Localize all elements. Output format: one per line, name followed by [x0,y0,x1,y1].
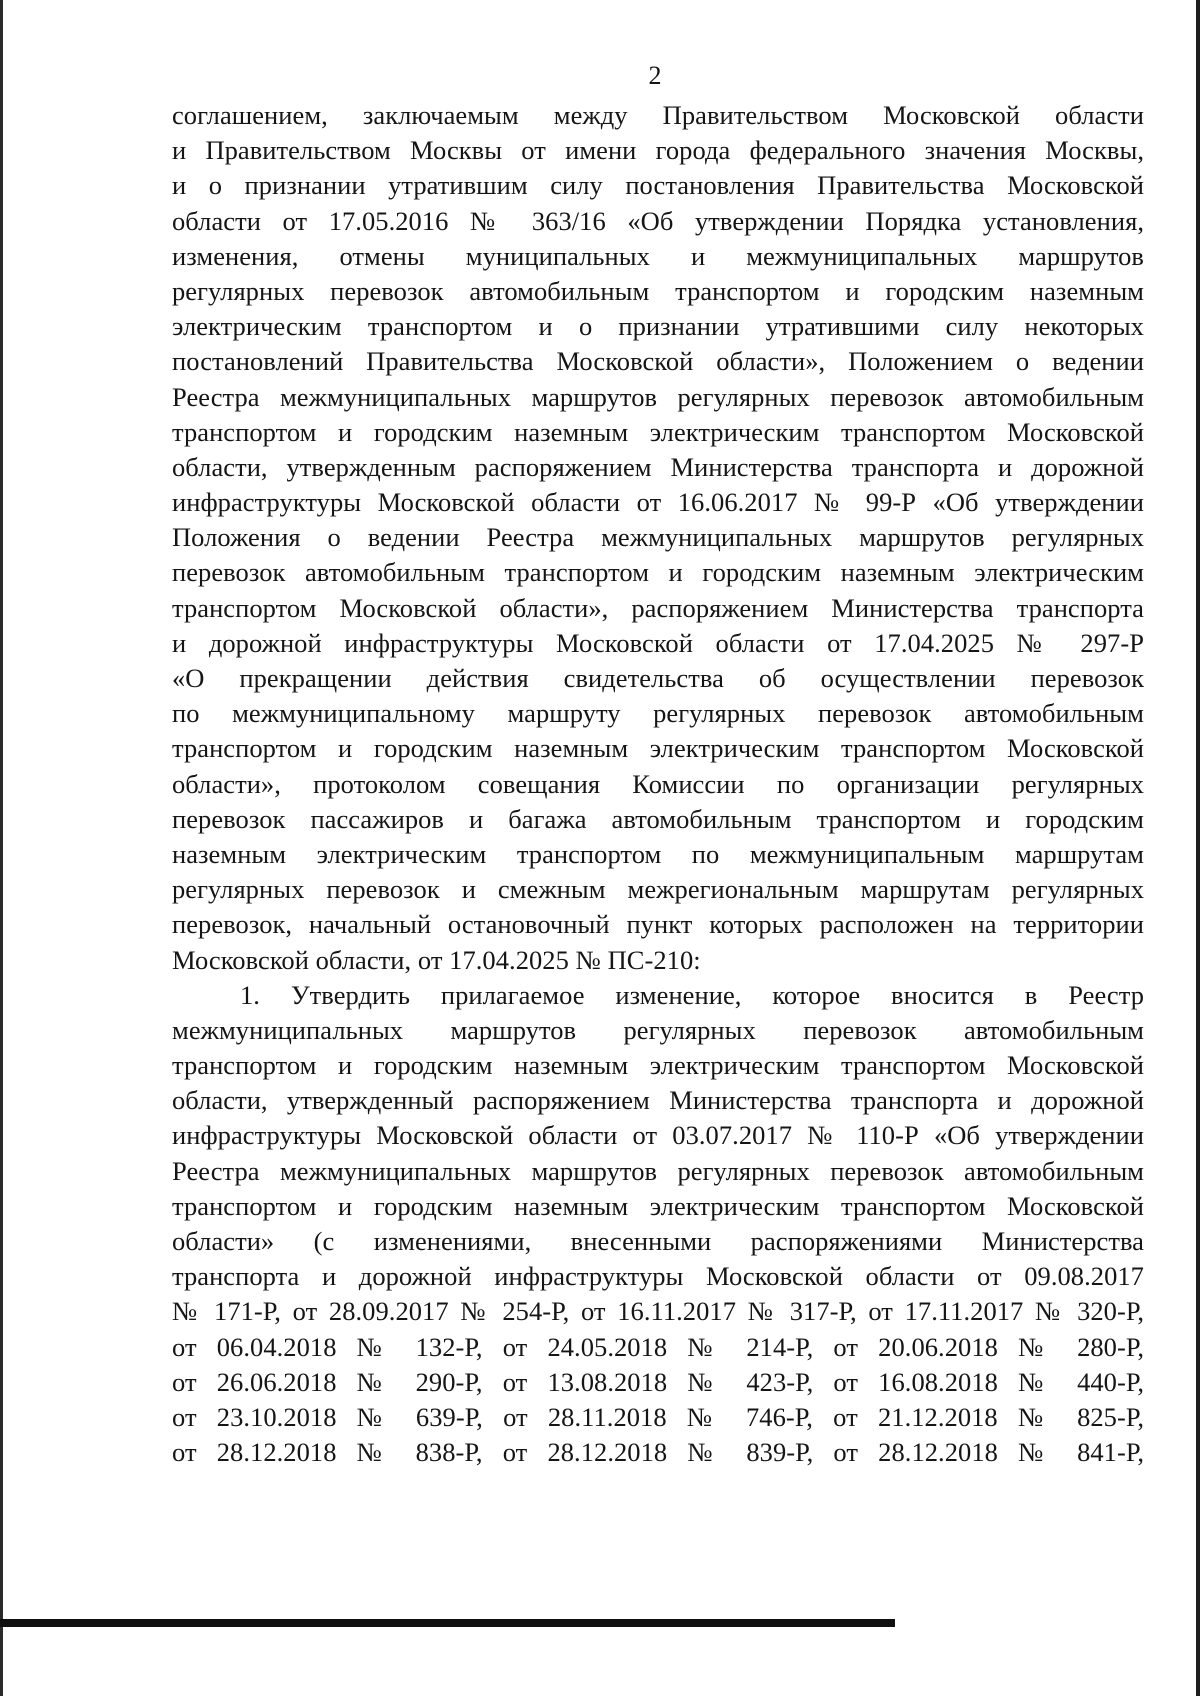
scan-right-edge [1196,0,1200,1696]
text-line: области» (с изменениями, внесенными распоряжениями Министерства [172,1226,1144,1256]
text-line: транспортом и городским наземным электрическим транспортом Московской [172,733,1144,764]
text-line: инфраструктуры Московской области от 16.06.2017 № 99-Р «Об утверждении [172,487,1144,518]
text-line: транспортом и городским наземным электрическим транспортом Московской [172,1050,1144,1081]
text-line: 1. Утвердить прилагаемое изменение, которое вносится в Реестр [240,979,1144,1010]
text-line: соглашением, заключаемым между Правительством Московской области [172,100,1144,130]
text-line: от 06.04.2018 № 132-Р, от 24.05.2018 № 214-Р, от 20.06.2018 № 280-Р, [172,1331,1144,1362]
text-line: перевозок, начальный остановочный пункт которых расположен на территории [172,909,1144,940]
body-text [172,98,1144,1470]
text-line: Реестра межмуниципальных маршрутов регулярных перевозок автомобильным [172,1155,1144,1186]
text-line: Положения о ведении Реестра межмуниципальных маршрутов регулярных [172,522,1144,553]
text-line: электрическим транспортом и о признании утратившими силу некоторых [172,311,1144,342]
page-number: 2 [648,61,662,90]
text-line: инфраструктуры Московской области от 03.07.2017 № 110-Р «Об утверждении [172,1120,1144,1151]
text-line: и Правительством Москвы от имени города федерального значения Москвы, [172,135,1144,166]
text-line: перевозок пассажиров и багажа автомобильным транспортом и городским [172,803,1144,834]
text-line: перевозок автомобильным транспортом и городским наземным электрическим [172,557,1144,588]
text-line: изменения, отмены муниципальных и межмуниципальных маршрутов [172,240,1144,271]
text-line: транспортом и городским наземным электрическим транспортом Московской [172,1190,1144,1221]
text-line: транспортом Московской области», распоряжением Министерства транспорта [172,592,1144,623]
text-line: Реестра межмуниципальных маршрутов регулярных перевозок автомобильным [172,381,1144,412]
text-line: области, утвержденный распоряжением Министерства транспорта и дорожной [172,1085,1144,1116]
text-line: и дорожной инфраструктуры Московской области от 17.04.2025 № 297-Р [172,627,1144,658]
scan-bottom-bar [0,1619,895,1627]
text-line: от 23.10.2018 № 639-Р, от 28.11.2018 № 746-Р, от 21.12.2018 № 825-Р, [172,1401,1144,1432]
text-line: от 26.06.2018 № 290-Р, от 13.08.2018 № 423-Р, от 16.08.2018 № 440-Р, [172,1366,1144,1397]
text-line: постановлений Правительства Московской области», Положением о ведении [172,346,1144,377]
scan-left-edge [0,0,3,1696]
text-line: области», протоколом совещания Комиссии по организации регулярных [172,768,1144,799]
text-line: межмуниципальных маршрутов регулярных перевозок автомобильным [172,1014,1144,1045]
text-line: № 171-Р, от 28.09.2017 № 254-Р, от 16.11.2017 № 317-Р, от 17.11.2017 № 320-Р, [172,1296,1144,1327]
text-line: «О прекращении действия свидетельства об осуществлении перевозок [172,663,1144,693]
text-line: от 28.12.2018 № 838-Р, от 28.12.2018 № 839-Р, от 28.12.2018 № 841-Р, [172,1437,1144,1468]
text-line: области от 17.05.2016 № 363/16 «Об утверждении Порядка установления, [172,205,1144,236]
text-line: области, утвержденным распоряжением Министерства транспорта и дорожной [172,451,1144,482]
text-line: по межмуниципальному маршруту регулярных перевозок автомобильным [172,698,1144,729]
text-line: транспорта и дорожной инфраструктуры Московской области от 09.08.2017 [172,1261,1144,1292]
text-line: регулярных перевозок и смежным межрегиональным маршрутам регулярных [172,874,1144,905]
text-line: Московской области, от 17.04.2025 № ПС-210: [172,944,701,975]
text-line: регулярных перевозок автомобильным транспортом и городским наземным [172,275,1144,306]
text-line: и о признании утратившим силу постановления Правительства Московской [172,170,1144,201]
text-line: транспортом и городским наземным электрическим транспортом Московской [172,416,1144,447]
text-line: наземным электрическим транспортом по межмуниципальным маршрутам [172,838,1144,869]
